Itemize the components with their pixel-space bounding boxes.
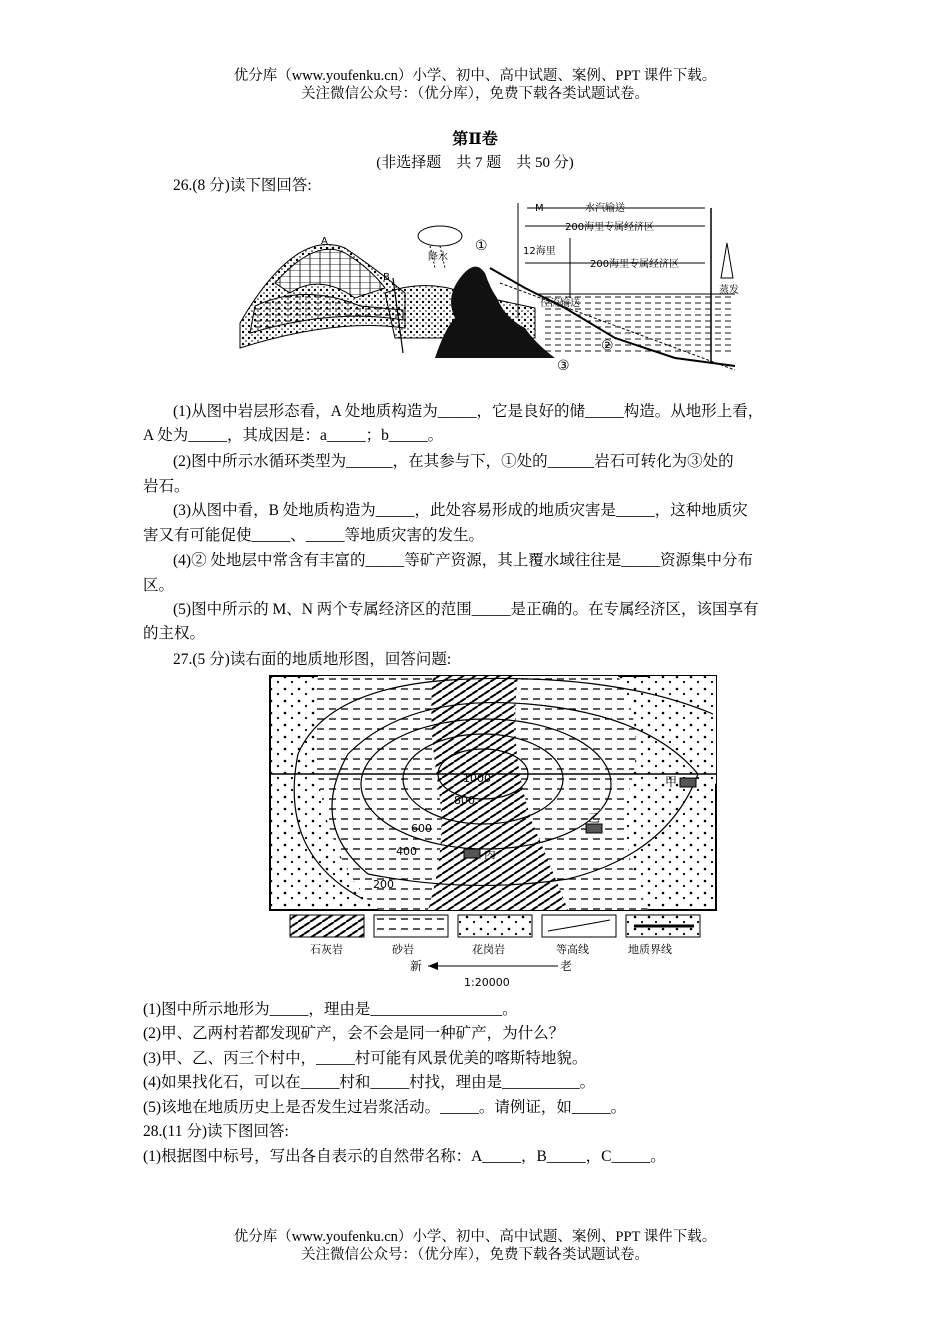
label-1000: 1000 [463, 772, 491, 785]
label-600: 600 [411, 822, 432, 835]
label-800: 800 [454, 794, 475, 807]
q26-line-9: (5)图中所示的 M、N 两个专属经济区的范围_____是正确的。在专属经济区，该国享有 [173, 601, 759, 618]
legend-limestone-swatch [290, 915, 364, 937]
legend-label-sandstone: 砂岩 [392, 943, 414, 956]
legend-label-granite: 花岗岩 [472, 943, 505, 956]
legend-granite-swatch [458, 915, 532, 937]
q26-line-7: (4)② 处地层中常含有丰富的_____等矿产资源，其上覆水域往往是_____资源集中分布 [173, 552, 753, 569]
q27-line-4: (4)如果找化石，可以在_____村和_____村找，理由是__________。 [143, 1074, 596, 1091]
q27-line-2: (2)甲、乙两村若都发现矿产，会不会是同一种矿产，为什么？ [143, 1025, 565, 1042]
legend-sandstone-swatch [374, 915, 448, 937]
legend-label-contour: 等高线 [556, 943, 589, 956]
q26-line-8: 区。 [143, 577, 175, 594]
label-eez-top: 200海里专属经济区 [565, 222, 655, 233]
village-bing-marker [464, 849, 480, 858]
q26-line-5: (3)从图中看，B 处地质构造为_____，此处容易形成的地质灾害是_____，这种地质灾 [173, 502, 748, 519]
section-subtitle: (非选择题 共 7 题 共 50 分) [376, 155, 574, 171]
label-b: B [383, 272, 390, 283]
q26-figure [235, 198, 745, 378]
q27-stem: 27.(5 分)读右面的地质地形图，回答问题: [173, 651, 452, 668]
label-circle-2: ② [601, 338, 614, 354]
section-title: 第Ⅱ卷 [452, 131, 498, 148]
q26-line-3: (2)图中所示水循环类型为______，在其参与下，①处的______岩石可转化为③处的 [173, 453, 734, 470]
village-yi-marker [586, 824, 602, 833]
q26-line-4: 岩石。 [143, 478, 190, 495]
legend-label-boundary: 地质界线 [628, 943, 672, 956]
q26-line-6: 害又有可能促使_____、_____等地质灾害的发生。 [143, 527, 485, 544]
label-runoff: 径流输送 [540, 298, 580, 309]
legend-label-limestone: 石灰岩 [310, 943, 343, 956]
header-line-2: 关注微信公众号：（优分库），免费下载各类试题试卷。 [301, 86, 649, 102]
q27-line-5: (5)该地在地质历史上是否发生过岩浆活动。_____。请例证，如_____。 [143, 1099, 627, 1116]
footer-line-1: 优分库（www.youfenku.cn）小学、初中、高中试题、案例、PPT 课件下载。 [233, 1229, 717, 1245]
q26-line-10: 的主权。 [143, 625, 206, 642]
q26-stem: 26.(8 分)读下图回答: [173, 177, 312, 194]
q28-line-1: (1)根据图中标号，写出各自表示的自然带名称：A_____，B_____，C_____。 [143, 1148, 666, 1165]
label-evap: 蒸发 [719, 285, 739, 296]
q27-line-3: (3)甲、乙、丙三个村中，_____村可能有风景优美的喀斯特地貌。 [143, 1050, 588, 1067]
map-scale: 1:20000 [464, 976, 510, 989]
q26-line-2: A 处为_____，其成因是：a_____；b_____。 [143, 427, 444, 444]
label-200: 200 [373, 878, 394, 891]
magma-intrusion [435, 267, 555, 358]
label-m: M [535, 203, 544, 214]
q27-map [268, 674, 720, 994]
q28-stem: 28.(11 分)读下图回答: [143, 1123, 289, 1140]
village-jia-marker [680, 778, 696, 787]
footer-line-2: 关注微信公众号：（优分库），免费下载各类试题试卷。 [301, 1247, 649, 1263]
age-new-label: 新 [410, 959, 423, 973]
label-rain: 降水 [428, 252, 448, 263]
label-eez-mid: 200海里专属经济区 [590, 259, 680, 270]
age-old-label: 老 [560, 959, 573, 973]
village-bing: 丙 [484, 847, 497, 861]
label-12nm: 12海里 [523, 246, 556, 257]
label-circle-1: ① [475, 238, 488, 254]
q27-line-1: (1)图中所示地形为_____，理由是_________________。 [143, 1001, 518, 1018]
header-line-1: 优分库（www.youfenku.cn）小学、初中、高中试题、案例、PPT 课件下载。 [233, 68, 717, 84]
label-circle-3: ③ [557, 358, 570, 374]
label-a: A [321, 236, 328, 247]
village-yi: 乙 [588, 811, 601, 825]
label-400: 400 [396, 845, 417, 858]
cloud [418, 226, 462, 246]
label-vapor: 水汽输送 [585, 203, 625, 214]
village-jia: 甲 [665, 775, 678, 789]
q26-line-1: (1)从图中岩层形态看，A 处地质构造为_____，它是良好的储_____构造。从地形上看， [173, 403, 764, 420]
